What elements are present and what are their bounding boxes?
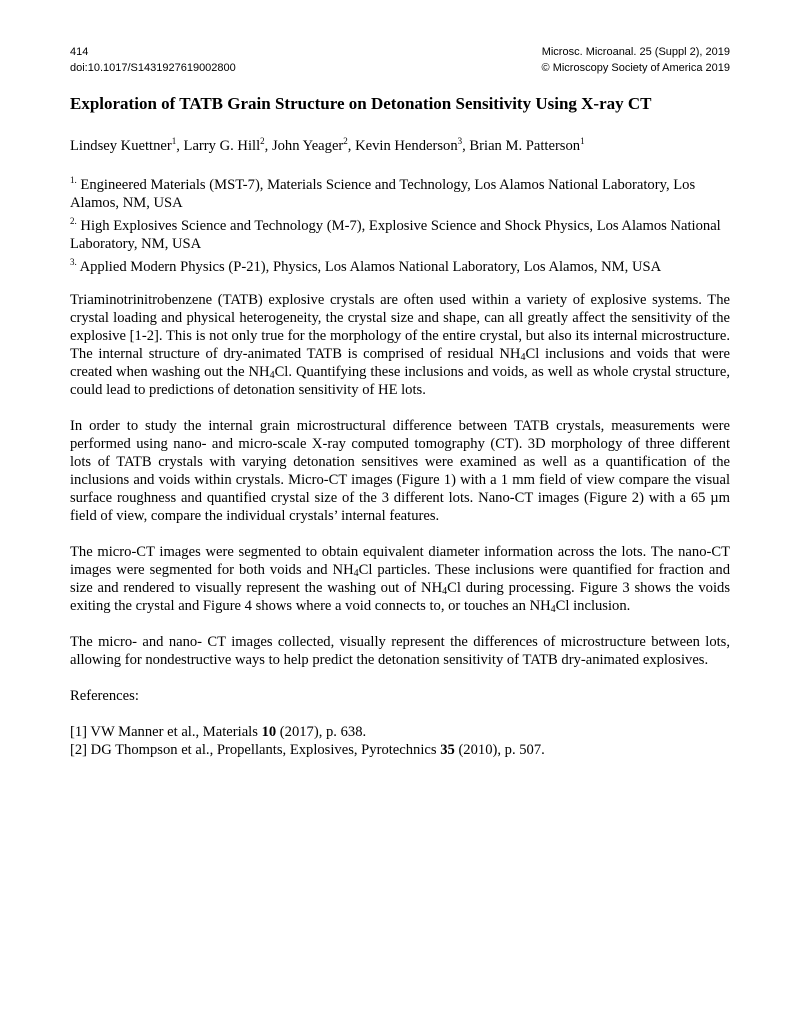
affiliation-text: High Explosives Science and Technology (M-7), Explosive Science and Shock Physics, Los Alamos National Laboratory, NM, USA xyxy=(70,217,721,252)
affiliation-text: Applied Modern Physics (P-21), Physics, Los Alamos National Laboratory, Los Alamos, NM, USA xyxy=(79,258,662,275)
affiliation-list xyxy=(70,171,730,276)
page-number: 414 xyxy=(70,46,89,58)
reference-item: [1] VW Manner et al., Materials 10 (2017), p. 638. xyxy=(70,724,367,741)
author-affiliation-marker: 3 xyxy=(457,136,463,146)
affiliation-marker: 2. xyxy=(70,215,77,226)
paragraph-3: The micro-CT images were segmented to obtain equivalent diameter information across the lots. The nano-CT images were segmented for both voids and $NH_4Cl$ particles. These inclusions were quantified for fraction and size and rendered to visually represent the washing out of $NH_4Cl$ during processing. Figure 3 shows the voids exiting the crystal and Figure 4 shows where a void connects to, or touches an $NH_4Cl$ inclusion. xyxy=(70,544,731,616)
affiliation xyxy=(70,171,730,212)
reference-volume: 10 xyxy=(261,724,277,741)
running-header xyxy=(70,44,730,76)
affiliation xyxy=(70,212,730,253)
paper-content xyxy=(70,93,730,759)
author-affiliation-marker: 1 xyxy=(580,136,585,146)
author: Lindsey Kuettner xyxy=(70,137,172,154)
author-affiliation-marker: 1 xyxy=(171,136,177,146)
affiliation-marker: 3. xyxy=(70,256,77,267)
author-affiliation-marker: 2 xyxy=(260,136,265,146)
author: John Yeager xyxy=(271,137,344,154)
abstract-body xyxy=(70,291,730,759)
references-heading: References: xyxy=(70,688,139,705)
paper-title: Exploration of TATB Grain Structure on Detonation Sensitivity Using X-ray CT xyxy=(70,94,652,113)
author: Brian M. Patterson xyxy=(469,137,581,154)
reference-item: [2] DG Thompson et al., Propellants, Explosives, Pyrotechnics 35 (2010), p. 507. xyxy=(70,742,545,759)
affiliation-text: Engineered Materials (MST-7), Materials Science and Technology, Los Alamos National Laboratory, Los Alamos, NM, USA xyxy=(70,176,696,211)
journal-citation: Microsc. Microanal. 25 (Suppl 2), 2019 xyxy=(541,46,730,58)
author: Kevin Henderson xyxy=(355,137,458,154)
doi: doi:10.1017/S1431927619002800 xyxy=(70,62,236,74)
copyright: © Microscopy Society of America 2019 xyxy=(541,62,730,74)
reference-volume: 35 xyxy=(440,742,455,759)
author: Larry G. Hill xyxy=(183,137,261,154)
paragraph-4: The micro- and nano- CT images collected, visually represent the differences of microstructure between lots, allowing for nondestructive ways to help predict the detonation sensitivity of TATB dry-animated explosives. xyxy=(70,634,730,669)
affiliation-marker: 1. xyxy=(70,174,77,185)
paragraph-1: Triaminotrinitrobenzene (TATB) explosive crystals are often used within a variety of explosive systems. The crystal loading and physical heterogeneity, the crystal size and shape, can all greatly affect the sensitivity of the explosive [1-2]. This is not only true for the morphology of the entire crystal, but also its internal microstructure. The internal structure of dry-animated TATB is comprised of residual $NH_4Cl$ inclusions and voids that were created when washing out the $NH_4Cl$. Quantifying these inclusions and voids, as well as whole crystal structure, could lead to predictions of detonation sensitivity of HE lots. xyxy=(70,292,730,399)
author-list: Lindsey Kuettner$^1$, Larry G. Hill$^2$, John Yeager$^2$, Kevin Henderson$^3$, Brian M. Patterson$^1$ xyxy=(70,136,585,154)
paragraph-2: In order to study the internal grain microstructural difference between TATB crystals, measurements were performed using nano- and micro-scale X-ray computed tomography (CT). 3D morphology of three different lots of TATB crystals with varying detonation sensitives were examined as well as a quantification of the inclusions and voids within crystals. Micro-CT images (Figure 1) with a 1 mm field of view compare the visual surface roughness and quantified crystal size of the 3 different lots. Nano-CT images (Figure 2) with a 65 µm field of view, compare the individual crystals’ internal features. xyxy=(70,418,730,525)
author-affiliation-marker: 2 xyxy=(343,136,348,146)
affiliation xyxy=(70,253,730,276)
